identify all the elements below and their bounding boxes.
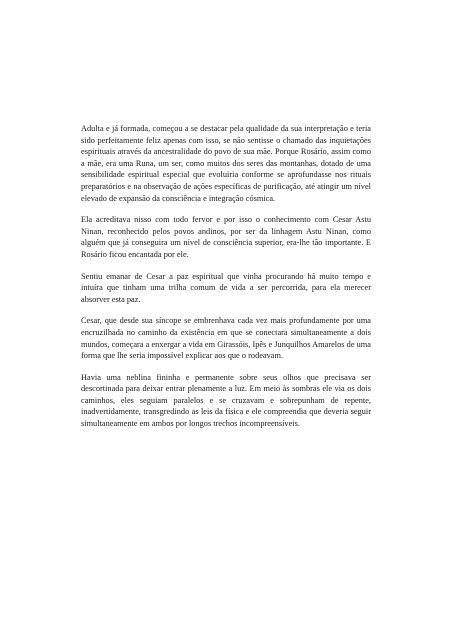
paragraph-5: Havia uma neblina fininha e permanente sobre seus olhos que precisava ser descortinada para deixar entrar plenamente a luz. Em meio às sombras ele via os dois caminhos, eles seguiam paralelos e se cruzavam e sobrepunham de repente, inadvertidamente, transgredindo as leis da física e ele compreendia que deveria seguir simultaneamente em ambos por longos trechos incompreensíveis. [81,372,371,429]
body-text [81,123,371,430]
paragraph-4: Cesar, que desde sua síncope se embrenhava cada vez mais profundamente por uma encruzilhada no caminho da existência em que se conectara simultaneamente a dois mundos, começara a enxergar a vida em Girassóis, Ipês e Junquilhos Amarelos de uma forma que lhe seria impossível explicar aos que o rodeavam. [81,316,371,361]
paragraph-2: Ela acreditava nisso com todo fervor e por isso o conhecimento com Cesar Astu Ninan, reconhecido pelos povos andinos, por ser da linhagem Astu Ninan, como alguém que já conseguira um nível de consciência superior, era-lhe tão importante. E Rosário ficou encantada por ele. [81,215,371,259]
paragraph-1: Adulta e já formada, começou a se destacar pela qualidade da sua interpretação e teria sido perfeitamente feliz apenas com isso, se não sentisse o chamado das inquietações espirituais através da ancestralidade do povo de sua mãe. Porque Rosário, assim como a mãe, era uma Runa, um ser, como muitos dos seres das montanhas, dotado de uma sensibilidade espiritual especial que evoluiria conforme se aprofundasse nos rituais preparatórios e na observação de ações específicas de purificação, até atingir um nível elevado de expansão da consciência e integração cósmica. [81,124,371,203]
paragraph-3: Sentiu emanar de Cesar a paz espiritual que vinha procurando há muito tempo e intuíra que tinham uma trilha comum de vida a ser percorrida, para ela merecer absorver esta paz. [81,271,371,304]
